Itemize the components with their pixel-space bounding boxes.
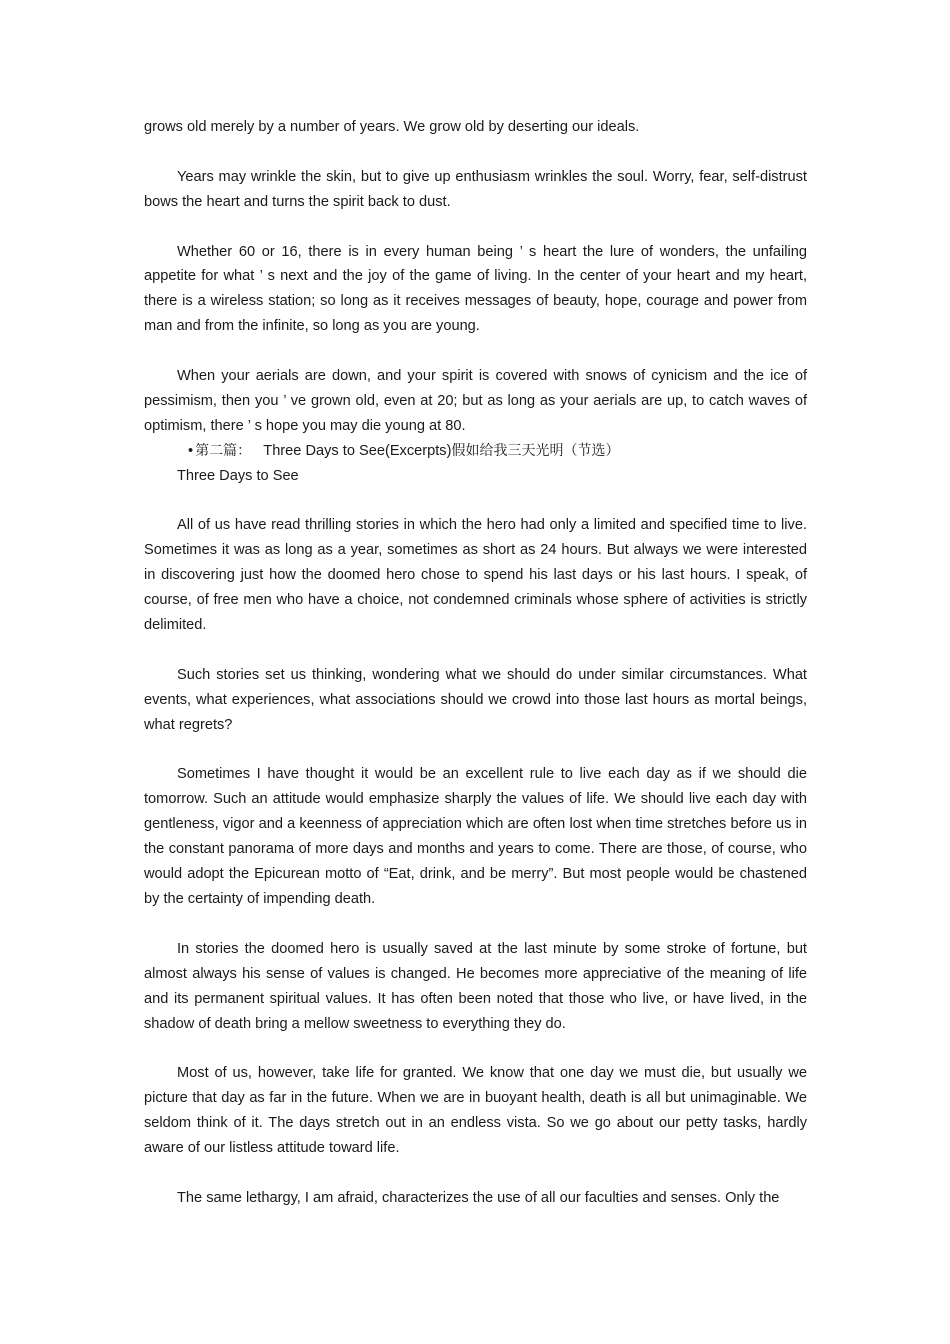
paragraph: All of us have read thrilling stories in which the hero had only a limited and specified time to live. Sometimes it was as long as a year, sometimes as short as 24 hours. But always we were interested in discovering just how the doomed hero chose to spend his last days or his last hours. I speak, of course, of free men who have a choice, not condemned criminals whose sphere of activities is strictly delimited. xyxy=(144,517,807,634)
paragraph: In stories the doomed hero is usually saved at the last minute by some stroke of fortune, but almost always his sense of values is changed. He becomes more appreciative of the meaning of life and its permanent spiritual values. It has often been noted that those who live, or have lived, in the shadow of death bring a mellow sweetness to everything they do. xyxy=(144,940,807,1032)
bullet-icon: • xyxy=(188,442,194,459)
paragraph: When your aerials are down, and your spirit is covered with snows of cynicism and the ice of pessimism, then you ’ ve grown old, even at 20; but as long as your aerials are up, to catch waves of optimism, there ’ s hope you may die young at 80. xyxy=(144,368,807,434)
paragraph: Sometimes I have thought it would be an excellent rule to live each day as if we should die tomorrow. Such an attitude would emphasize sharply the values of life. We should live each day with gentleness, vigor and a keenness of appreciation which are often lost when time stretches before us in the constant panorama of more days and months and years to come. There are those, of course, who would adopt the Epicurean motto of “Eat, drink, and be merry”. But most people would be chastened by the certainty of impending death. xyxy=(144,766,807,907)
document-page xyxy=(144,115,807,1211)
section-subtitle: Three Days to See xyxy=(177,467,299,484)
section-label: 第二篇： xyxy=(195,442,252,459)
paragraph: Such stories set us thinking, wondering what we should do under similar circumstances. What events, what experiences, what associations should we crowd into those last hours as mortal beings, what regrets? xyxy=(144,666,807,733)
section-heading xyxy=(144,439,807,464)
paragraph: The same lethargy, I am afraid, characterizes the use of all our faculties and senses. Only the xyxy=(177,1189,780,1206)
paragraph: Most of us, however, take life for granted. We know that one day we must die, but usually we picture that day as far in the future. When we are in buoyant health, death is all but unimaginable. We seldom think of it. The days stretch out in an endless vista. So we go about our petty tasks, hardly aware of our listless attitude toward life. xyxy=(144,1065,807,1157)
section-title-cn: 假如给我三天光明（节选） xyxy=(451,442,620,459)
paragraph: Whether 60 or 16, there is in every human being ’ s heart the lure of wonders, the unfailing appetite for what ’ s next and the joy of the game of living. In the center of your heart and my heart, there is a wireless station; so long as it receives messages of beauty, hope, courage and power from man and from the infinite, so long as you are young. xyxy=(144,243,807,335)
paragraph-continuation: grows old merely by a number of years. We grow old by deserting our ideals. xyxy=(144,119,640,135)
paragraph: Years may wrinkle the skin, but to give up enthusiasm wrinkles the soul. Worry, fear, self-distrust bows the heart and turns the spirit back to dust. xyxy=(144,168,807,210)
section-title-en: Three Days to See(Excerpts) xyxy=(263,442,452,459)
